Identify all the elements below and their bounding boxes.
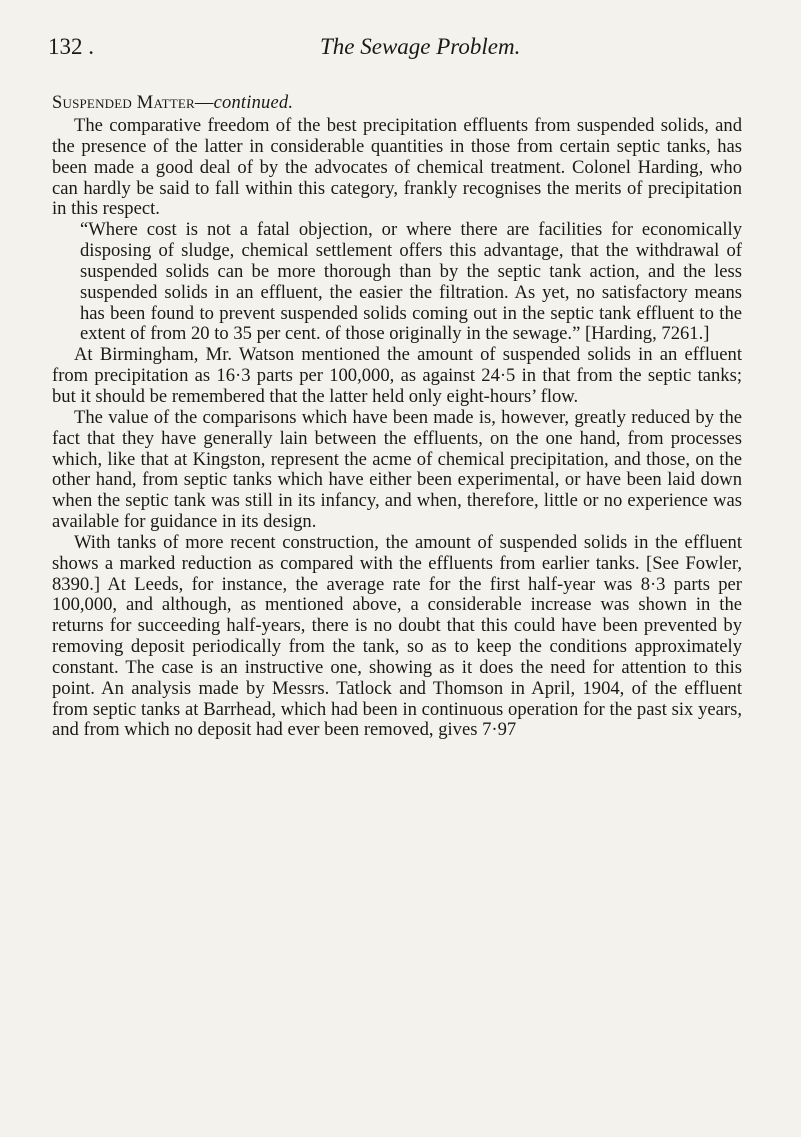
paragraph-precipitation: The comparative freedom of the best precipitation effluents from suspended solids, and the presence of the latter in considerable quantities in those from certain septic tanks, has been made a good deal of by the advocates of chemical treatment. Colonel Harding, who can hardly be said to fall within this category, frankly recognises the merits of precipitation in this respect. bbox=[52, 115, 742, 220]
running-title: The Sewage Problem. bbox=[320, 34, 521, 59]
section-dash: — bbox=[194, 93, 214, 113]
quote-harding: “Where cost is not a fatal objection, or where there are facilities for economically disposing of sludge, chemical settlement offers this advantage, that the withdrawal of suspended solids can be more thorough than by the septic tank action, and the less suspended solids in an effluent, the easier the filtration. As yet, no satisfactory means has been found to prevent suspended solids coming out in the septic tank effluent to the extent of from 20 to 35 per cent. of those originally in the sewage.” [Harding, 7261.] bbox=[80, 219, 742, 345]
page-number-separator: . bbox=[88, 34, 94, 59]
page-number bbox=[48, 34, 94, 60]
page-number-value: 132 bbox=[48, 34, 83, 59]
section-heading bbox=[52, 93, 293, 114]
section-title: Suspended Matter bbox=[52, 93, 195, 113]
paragraph-recent-tanks: With tanks of more recent construction, the amount of suspended solids in the effluent shows a marked reduction as compared with the effluents from earlier tanks. [See Fowler, 8390.] At Leeds, for instance, the average rate for the first half-year was 8·3 parts per 100,000, and although, as mentioned above, a considerable increase was shown in the returns for succeeding half-years, there is no doubt that this could have been prevented by removing deposit periodically from the tank, so as to keep the conditions approximately constant. The case is an instructive one, showing as it does the need for attention to this point. An analysis made by Messrs. Tatlock and Thomson in April, 1904, of the effluent from septic tanks at Barrhead, which had been in continuous operation for the past six years, and from which no deposit had ever been removed, gives 7·97 bbox=[52, 531, 742, 741]
running-head bbox=[48, 34, 768, 64]
paragraph-birmingham: At Birmingham, Mr. Watson mentioned the amount of suspended solids in an effluent from precipitation as 16·3 parts per 100,000, as against 24·5 in that from the septic tanks; but it should be remembered that the latter held only eight-hours’ flow. bbox=[52, 344, 742, 407]
body-text bbox=[52, 116, 742, 741]
paragraph-comparisons: The value of the comparisons which have been made is, however, greatly reduced by the fact that they have generally lain between the effluents, on the one hand, from processes which, like that at Kingston, represent the acme of chemical precipitation, and those, on the other hand, from septic tanks which have either been experimental, or have been laid down when the septic tank was still in its infancy, and when, therefore, little or no experience was available for guidance in its design. bbox=[52, 406, 742, 533]
section-continued: continued. bbox=[213, 93, 294, 113]
